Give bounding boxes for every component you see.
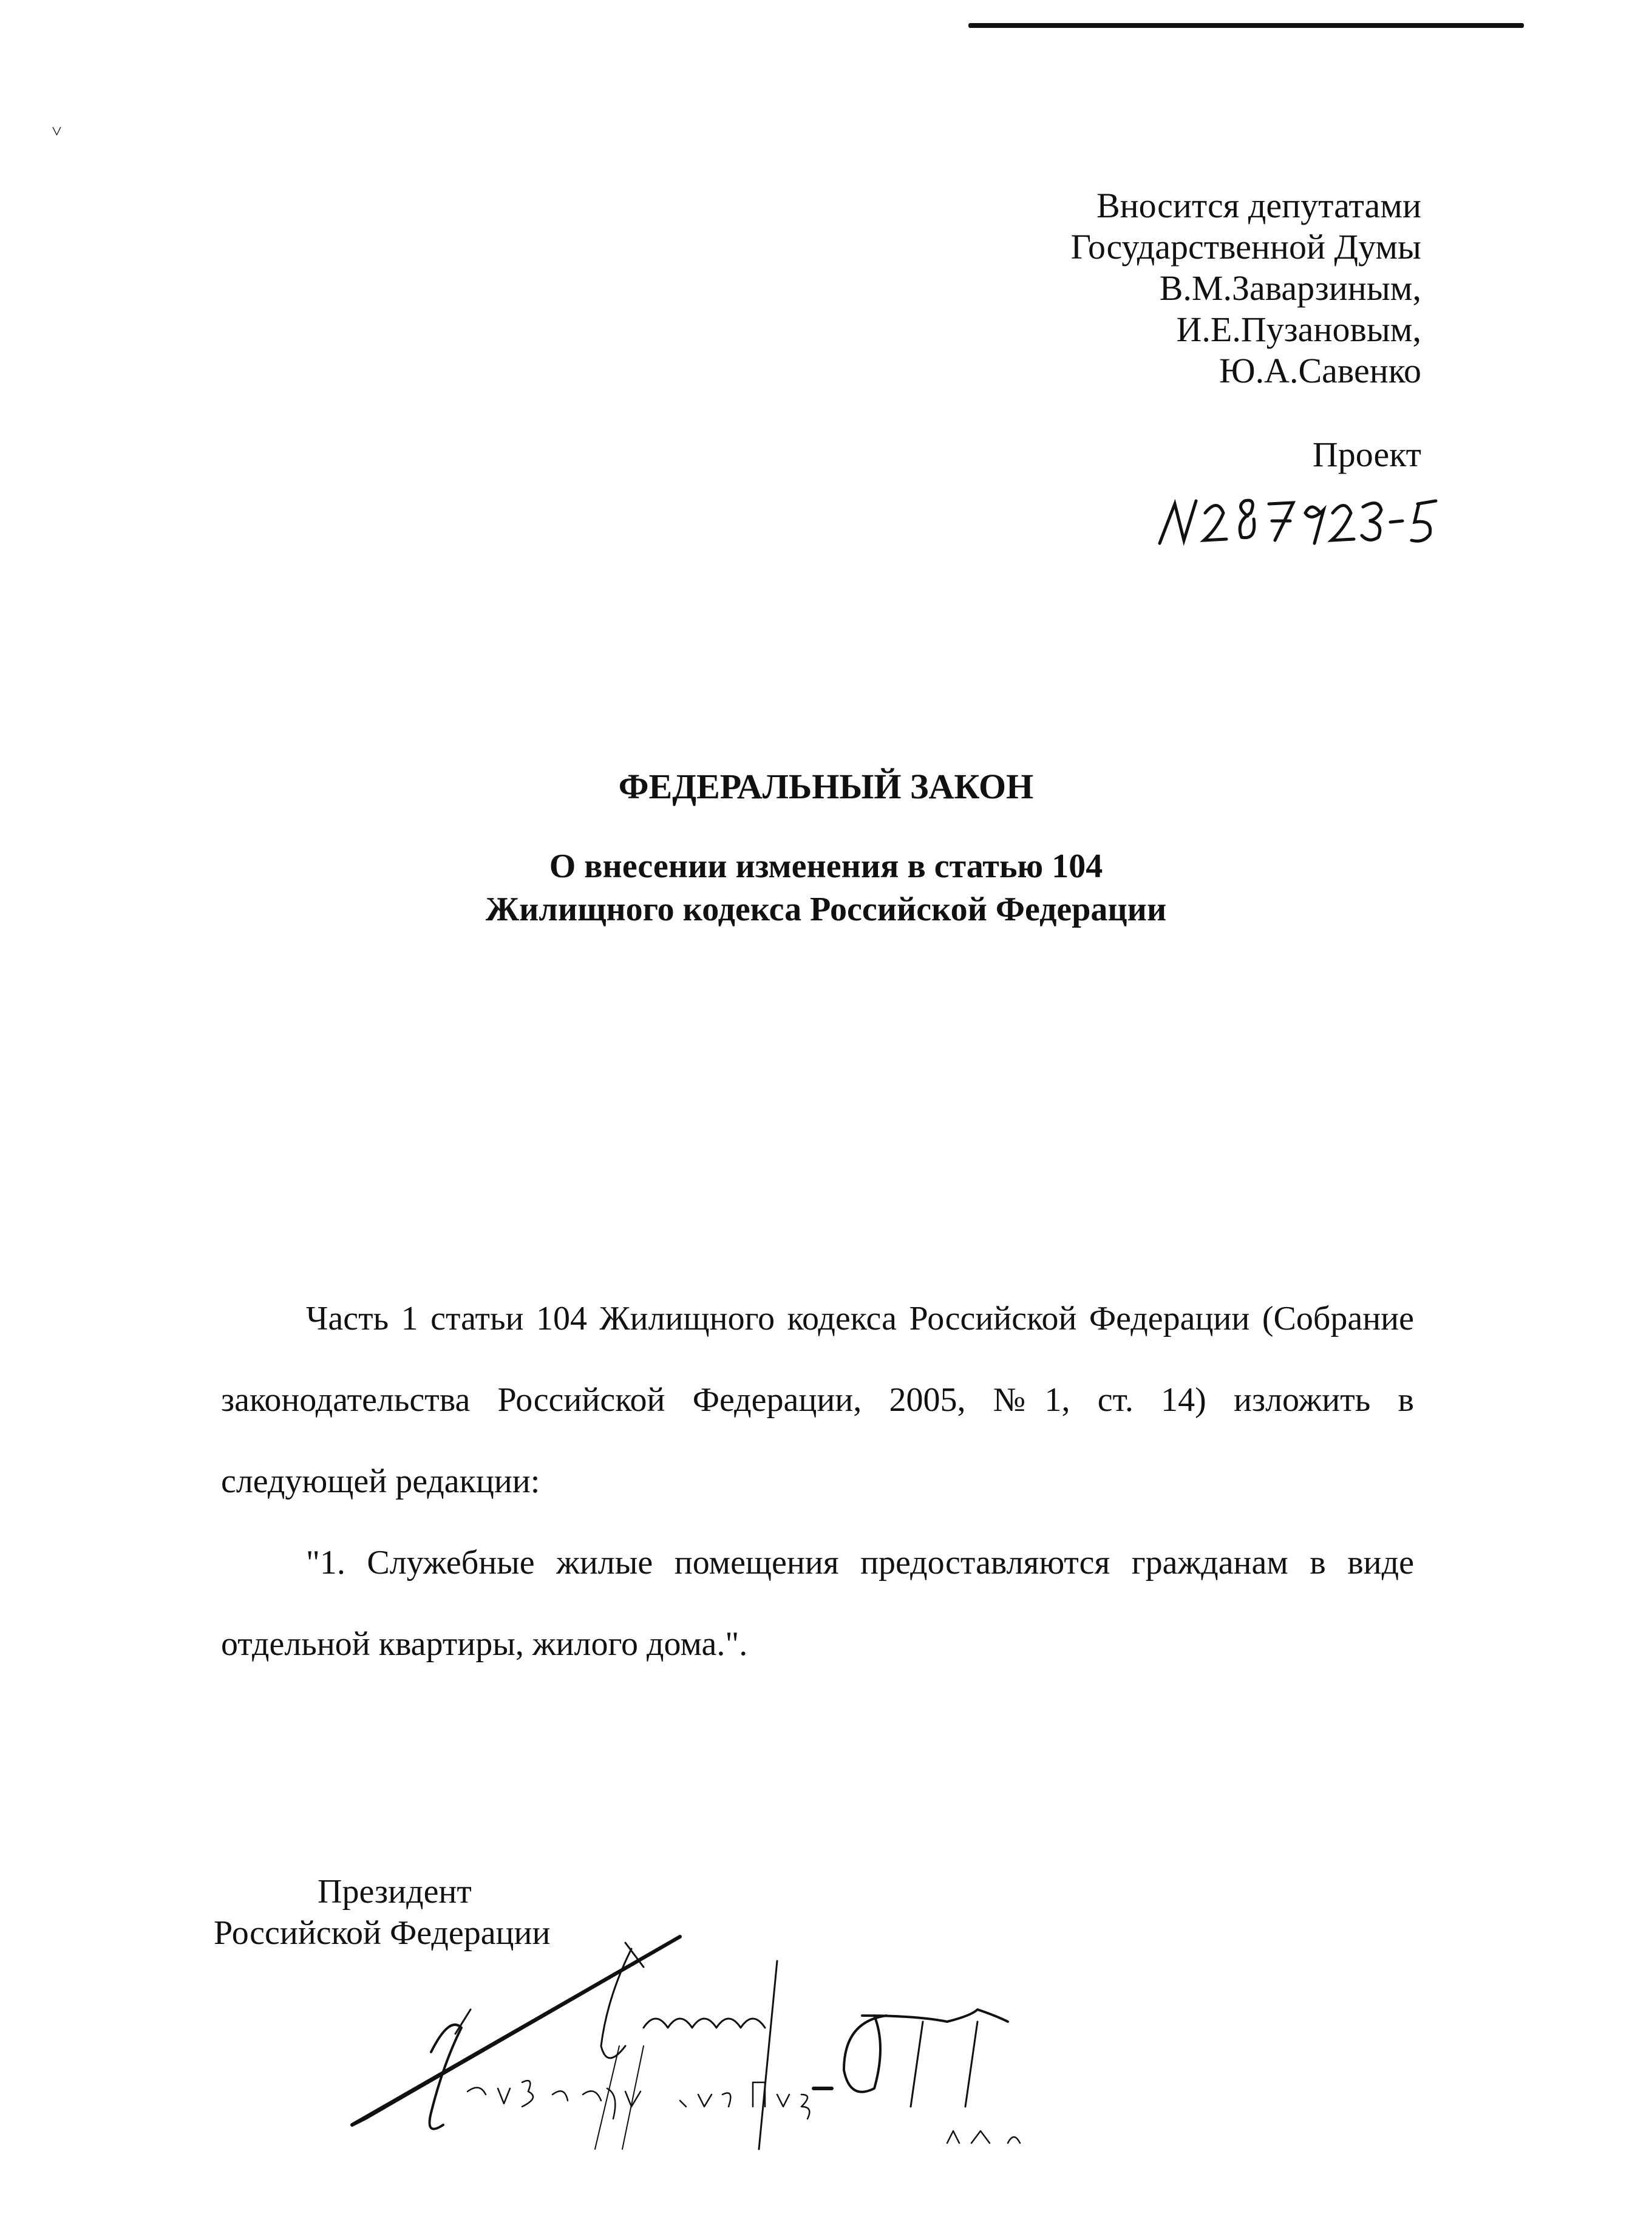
submitted-line: Вносится депутатами [1096, 186, 1421, 225]
subtitle-line: Жилищного кодекса Российской Федерации [485, 891, 1167, 928]
signature-title-line1: Президент [318, 1873, 472, 1911]
body-paragraph: "1. Служебные жилые помещения предоставляются гражданам в виде отдельной квартиры, жилого дома.". [221, 1544, 1414, 1663]
submitted-line: Государственной Думы [1070, 227, 1421, 267]
submitted-line: Ю.А.Савенко [1219, 351, 1421, 390]
body-paragraph: Часть 1 статьи 104 Жилищного кодекса Российской Федерации (Собрание законодательства Российской Федерации, 2005, №1, ст. 14) изложить в следующей редакции: [221, 1300, 1414, 1500]
handwritten-draft-number [1151, 486, 1442, 552]
submitted-line: В.М.Заварзиным, [1159, 268, 1421, 308]
subtitle-line: О внесении изменения в статью 104 [549, 848, 1103, 885]
scan-speck: ˅ [52, 121, 62, 141]
handwritten-signatures [340, 1925, 1494, 2155]
document-subtitle [0, 845, 1652, 931]
document-body [221, 1278, 1414, 1685]
document-title: ФЕДЕРАЛЬНЫЙ ЗАКОН [618, 767, 1034, 806]
submitted-line: И.Е.Пузановым, [1176, 310, 1421, 349]
submitted-by-block [1071, 185, 1421, 392]
top-scan-line [968, 23, 1524, 28]
draft-label: Проект [1312, 435, 1421, 474]
signature-title-line2: Российской Федерации [214, 1914, 551, 1952]
